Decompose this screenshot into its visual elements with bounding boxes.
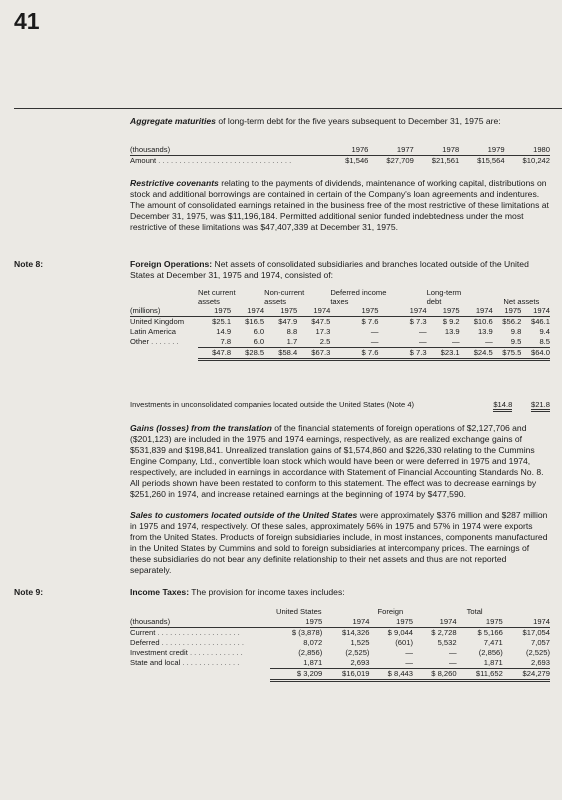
maturities-value: $21,561 (431, 156, 460, 165)
cell: $ 7.6 (361, 317, 379, 326)
maturities-unit-label: (thousands) (130, 145, 171, 154)
cell: 17.3 (315, 327, 331, 336)
cell: $25.1 (212, 317, 232, 326)
total-cell: $28.5 (231, 348, 264, 360)
totals-row (130, 348, 550, 360)
maturities-amount-row (130, 156, 550, 167)
year-header: 1974 (352, 617, 370, 626)
investments-value: $21.8 (531, 400, 550, 412)
translation-lead: Gains (losses) from the translation (130, 423, 272, 433)
horizontal-rule (14, 108, 562, 109)
year-header: 1974 (247, 306, 265, 315)
year-header: 1974 (475, 306, 493, 315)
investments-value: $14.8 (493, 400, 512, 412)
total-cell: $58.4 (264, 348, 297, 360)
year-header: 1975 (214, 306, 232, 315)
year-header: 1975 (485, 617, 503, 626)
cell: (2,525) (345, 648, 370, 657)
table-row (130, 648, 550, 658)
cell: (601) (395, 638, 414, 647)
note-8-heading: Foreign Operations: (130, 259, 213, 269)
year-header: 1975 (305, 617, 323, 626)
year-header: 1975 (280, 306, 298, 315)
cell: — (369, 658, 413, 669)
row-label: Other (130, 337, 149, 347)
year-header: 1974 (533, 306, 550, 315)
cell: 6.0 (231, 337, 264, 348)
covenants-lead: Restrictive covenants (130, 178, 219, 188)
cell: $ 7.3 (409, 317, 427, 326)
leader-dots: . . . . . . . . . . . . . . . . . . . . . . . . . . . . . . . . (156, 156, 292, 165)
table-row (130, 317, 550, 328)
row-label: Current (130, 628, 156, 637)
cell: — (460, 337, 493, 348)
table-row (130, 327, 550, 337)
group-header: Deferred income taxes (330, 288, 387, 306)
group-header-row (130, 288, 550, 306)
total-cell: $ 8,260 (413, 669, 457, 681)
maturities-value: $15,564 (477, 156, 505, 165)
cell: $ 5,166 (477, 628, 503, 637)
cell: $17,054 (522, 628, 550, 637)
cell: (2,525) (525, 648, 550, 657)
table-row (130, 638, 550, 648)
leader-dots: . . . . . . . . . . . . . . . . . . . . (159, 638, 244, 647)
maturities-paragraph (130, 116, 550, 127)
total-cell: $ 7.3 (378, 348, 426, 360)
cell: 1,525 (350, 638, 370, 647)
cell: $47.5 (311, 317, 331, 326)
cell: 14.9 (216, 327, 232, 336)
cell: — (378, 337, 426, 348)
leader-dots: . . . . . . . . . . . . . . . . . . . . (155, 628, 240, 637)
cell: (2,856) (478, 648, 503, 657)
note-9-intro (130, 587, 550, 598)
cell: $ 9.2 (442, 317, 460, 326)
translation-paragraph (130, 423, 550, 500)
investments-label: Investments in unconsolidated companies located outside the United States (Note 4) (130, 400, 415, 409)
covenants-text: relating to the payments of dividends, maintenance of working capital, distributions on stock and additional borrowings are contained in certain of the Company's loan agreements and indentures. The amount of consolidated earnings retained in the business free of the most restrictive of these limitations at December 31, 1975, was $11,196,184. Permitted additional senior funded indebtedness under the most restrictive of these limitations was $47,407,339 at December 31, 1975. (130, 178, 549, 232)
cell: 9.8 (510, 327, 522, 336)
cell: 2.5 (297, 337, 330, 348)
foreign-net-assets-table (130, 288, 550, 361)
maturities-year: 1976 (351, 145, 369, 154)
total-cell: $11,652 (457, 669, 503, 681)
cell: $14,326 (342, 628, 370, 637)
year-header-row (130, 617, 550, 628)
leader-dots: . . . . . . . . . . . . . . (180, 658, 240, 668)
maturities-year: 1978 (442, 145, 460, 154)
cell: 7.8 (198, 337, 231, 348)
year-header: 1974 (533, 617, 550, 626)
maturities-table (130, 145, 550, 166)
unit-label: (millions) (130, 306, 161, 315)
year-header: 1975 (396, 617, 414, 626)
maturities-header-row (130, 145, 550, 156)
cell: 1,871 (270, 658, 322, 669)
table-row (130, 337, 550, 348)
cell: 13.9 (477, 327, 493, 336)
cell: $46.1 (530, 317, 550, 326)
table-row (130, 628, 550, 639)
maturities-year: 1977 (396, 145, 414, 154)
year-header: 1974 (313, 306, 331, 315)
cell: $ (3,878) (291, 628, 323, 637)
note-9-heading: Income Taxes: (130, 587, 190, 597)
note-8-intro-text: Net assets of consolidated subsidiaries and branches located outside of the United States at December 31, 1975 and 1974, consisted of: (130, 259, 529, 280)
total-cell: $ 8,443 (369, 669, 413, 681)
note-8-intro (130, 259, 550, 281)
group-header-row (130, 607, 550, 617)
investments-table (130, 400, 550, 410)
maturities-value: $27,709 (386, 156, 414, 165)
cell: 8,072 (303, 638, 323, 647)
cell: 1,871 (457, 658, 503, 669)
cell: $16.5 (245, 317, 265, 326)
group-header: Long-term debt (426, 288, 462, 306)
cell: 2,693 (322, 658, 369, 669)
row-label: Investment credit (130, 648, 188, 657)
cell: — (370, 327, 379, 336)
maturities-value: $10,242 (522, 156, 550, 165)
covenants-paragraph (130, 178, 550, 233)
year-header-row (130, 306, 550, 317)
cell: — (330, 337, 378, 348)
year-header: 1974 (409, 306, 427, 315)
table-row (130, 658, 550, 669)
year-header: 1975 (504, 306, 522, 315)
cell: 2,693 (503, 658, 550, 669)
cell: — (418, 327, 427, 336)
cell: 9.4 (539, 327, 550, 336)
cell: $ 9,044 (387, 628, 414, 637)
row-label: United Kingdom (130, 317, 185, 326)
group-header: United States (276, 607, 322, 616)
cell: 5,532 (437, 638, 457, 647)
group-header: Non-current assets (264, 288, 305, 306)
cell: $47.9 (278, 317, 298, 326)
row-label: Deferred (130, 638, 160, 647)
note-8-label: Note 8: (14, 259, 44, 269)
cell: 8.8 (286, 327, 298, 336)
cell: $ 2,728 (431, 628, 457, 637)
cell: 7,471 (483, 638, 503, 647)
total-cell: $24.5 (460, 348, 493, 360)
translation-text: of the financial statements of foreign operations of $2,127,706 and ($201,123) are included in the 1975 and 1974 earnings, respectively, as are realized exchange gains of $531,839 and $198,841. Unrealized translation gains of $1,574,860 and $226,330 relating to the Cummins Engine Company, Ltd., convertible loan stock which would have been or were deferred in 1975 and 1974, respectively, are included in earnings in accordance with Statement of Financial Accounting Standards No. 8. All periods shown have been restated to conform to this statement. The effect was to decrease earnings by $251,260 in 1974, and increase retained earnings at the beginning of 1974 by $477,590. (130, 423, 544, 499)
total-cell: $23.1 (427, 348, 460, 360)
maturities-text: of long-term debt for the five years subsequent to December 31, 1975 are: (215, 116, 501, 126)
cell: (2,856) (298, 648, 323, 657)
totals-row (130, 669, 550, 681)
unit-label: (thousands) (130, 617, 171, 626)
cell: $56.2 (502, 317, 522, 326)
cell: — (413, 658, 457, 669)
maturities-value: $1,546 (345, 156, 369, 165)
total-cell: $64.0 (521, 348, 550, 360)
total-cell: $24,279 (503, 669, 550, 681)
total-cell: $67.3 (297, 348, 330, 360)
sales-paragraph (130, 510, 550, 576)
total-cell: $47.8 (198, 348, 231, 360)
cell: — (405, 648, 414, 657)
total-cell: $16,019 (322, 669, 369, 681)
page-number: 41 (14, 8, 40, 34)
cell: 7,057 (530, 638, 550, 647)
group-header: Total (466, 607, 483, 616)
investments-row (130, 400, 550, 410)
cell: 9.5 (493, 337, 522, 348)
cell: — (448, 648, 457, 657)
year-header: 1974 (439, 617, 457, 626)
group-header: Net assets (503, 297, 540, 306)
year-header: 1975 (442, 306, 460, 315)
leader-dots: . . . . . . . . . . . . . (187, 648, 243, 657)
sales-text: were approximately $376 million and $287 million in 1975 and 1974, respectively. Of these sales, approximately 56% in 1975 and 57% in 1974 were exports from the United States. Products of foreign subsidiaries include, in most instances, components manufactured in the United States by Cummins and sold to foreign subsidiaries at intercompany prices. The earnings of these subsidiaries do not bear any definite relationship to their net assets and thus are not reported separately. (130, 510, 548, 575)
cell: 8.5 (521, 337, 550, 348)
maturities-year: 1979 (487, 145, 505, 154)
row-label: Latin America (130, 327, 177, 336)
cell: 1.7 (264, 337, 297, 348)
cell: $10.6 (473, 317, 493, 326)
year-header: 1975 (361, 306, 379, 315)
leader-dots: . . . . . . . (149, 337, 179, 347)
income-taxes-table (130, 607, 550, 682)
group-header: Net current assets (198, 288, 236, 306)
total-cell: $ 3,209 (270, 669, 322, 681)
total-cell: $ 7.6 (330, 348, 378, 360)
note-9-intro-text: The provision for income taxes includes: (189, 587, 345, 597)
sales-lead: Sales to customers located outside of the United States (130, 510, 358, 520)
cell: 6.0 (253, 327, 265, 336)
note-9-label: Note 9: (14, 587, 44, 597)
group-header: Foreign (377, 607, 404, 616)
row-label: State and local (130, 658, 181, 668)
total-cell: $75.5 (493, 348, 522, 360)
maturities-lead: Aggregate maturities (130, 116, 216, 126)
cell: — (427, 337, 460, 348)
maturities-year: 1980 (533, 145, 550, 154)
cell: 13.9 (444, 327, 460, 336)
maturities-row-label: Amount (130, 156, 157, 165)
